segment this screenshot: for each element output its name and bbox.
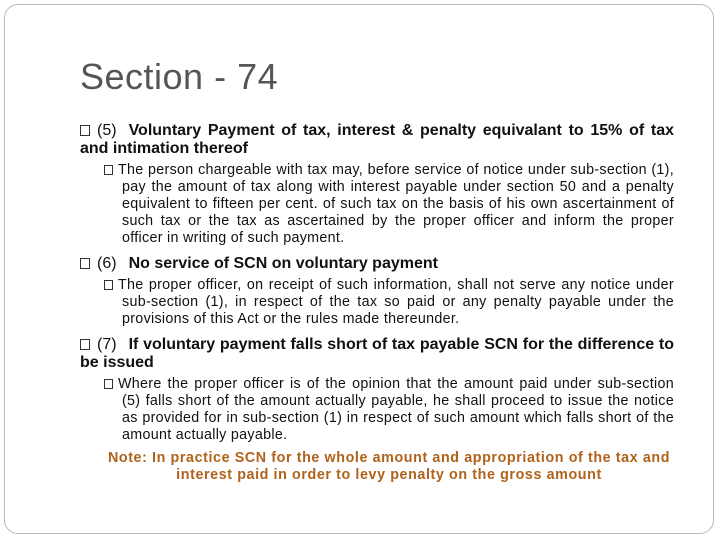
checkbox-bullet-icon — [80, 125, 90, 136]
clause-number: (7) — [97, 336, 117, 353]
sub-bullet-section-7 — [104, 376, 674, 444]
checkbox-bullet-icon — [104, 379, 113, 389]
clause-heading: If voluntary payment falls short of tax payable SCN for the difference to be issued — [80, 336, 674, 371]
bullet-section-5 — [80, 122, 674, 158]
checkbox-bullet-icon — [104, 165, 113, 175]
bullet-section-6 — [80, 255, 674, 273]
slide-content — [80, 116, 674, 484]
clause-heading: No service of SCN on voluntary payment — [128, 255, 438, 272]
clause-text: Where the proper officer is of the opinion that the amount paid under sub-section (5) falls short of the amount actually payable, he shall proceed to issue the notice as provided for in sub-section (1) in respect of such amount which falls short of the amount actually payable. — [118, 376, 674, 443]
checkbox-bullet-icon — [80, 339, 90, 350]
checkbox-bullet-icon — [80, 258, 90, 269]
slide-title: Section - 74 — [80, 56, 279, 97]
checkbox-bullet-icon — [104, 280, 113, 290]
bullet-section-7 — [80, 336, 674, 372]
clause-text: The person chargeable with tax may, before service of notice under sub-section (1), pay the amount of tax along with interest payable under section 50 and a penalty equivalent to fifteen per cent. of such tax on the basis of his own ascertainment of such tax or the tax as ascertained by the proper officer and inform the proper officer in writing of such payment. — [118, 162, 674, 246]
clause-heading: Voluntary Payment of tax, interest & penalty equivalant to 15% of tax and intimation thereof — [80, 122, 674, 157]
sub-bullet-section-5 — [104, 162, 674, 247]
clause-text: The proper officer, on receipt of such information, shall not serve any notice under sub-section (1), in respect of the tax so paid or any penalty payable under the provisions of this Act or the rules made thereunder. — [118, 277, 674, 327]
clause-number: (6) — [97, 255, 117, 272]
practice-note: Note: In practice SCN for the whole amount and appropriation of the tax and interest paid in order to levy penalty on the gross amount — [107, 450, 671, 483]
clause-number: (5) — [97, 122, 117, 139]
sub-bullet-section-6 — [104, 277, 674, 328]
